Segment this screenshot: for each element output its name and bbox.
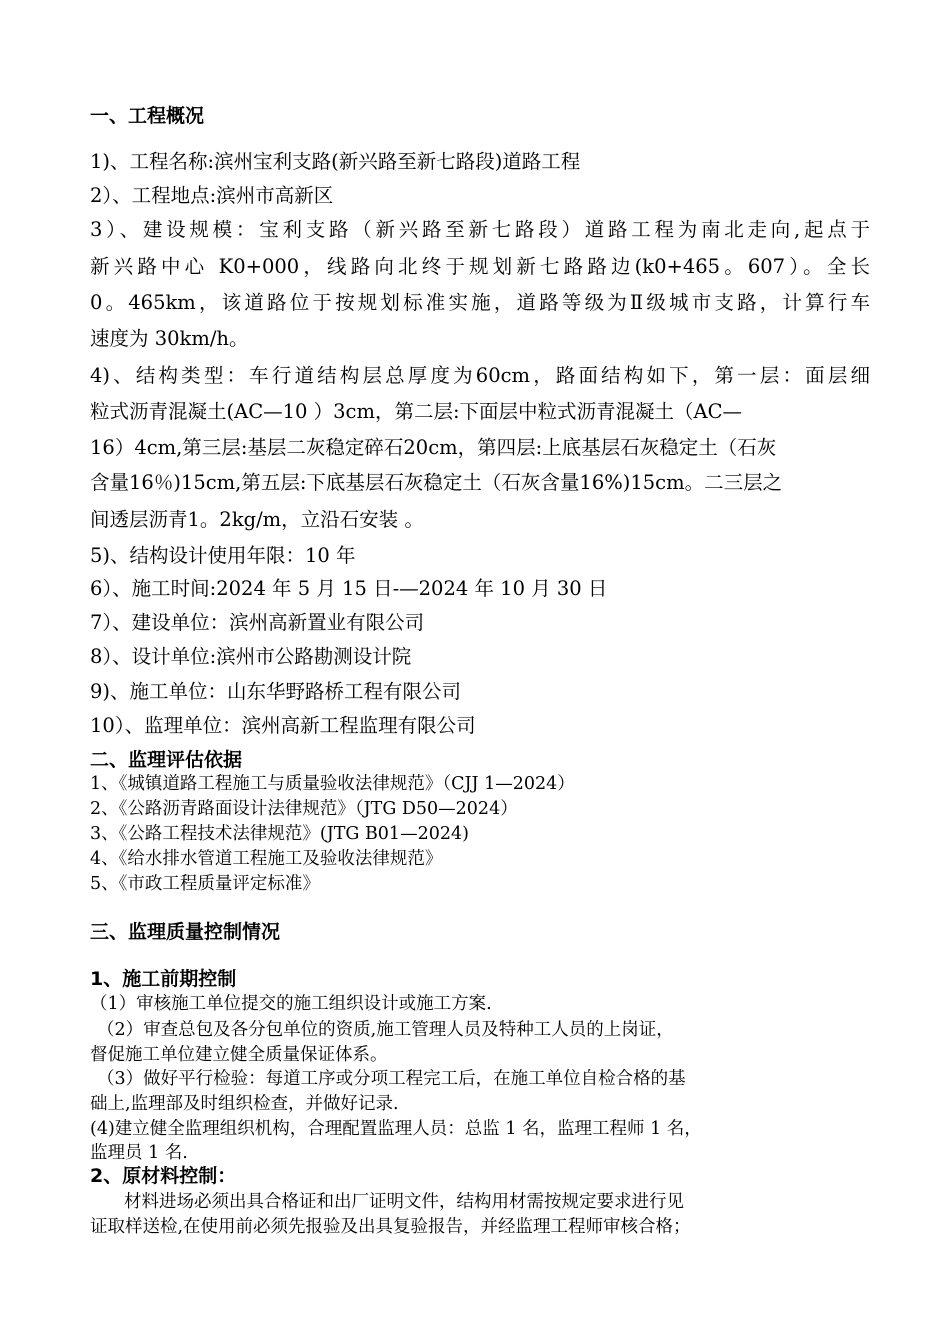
preconstruction-line-4: （3）做好平行检验：每道工序或分项工程完工后，在施工单位自检合格的基 bbox=[97, 1069, 686, 1089]
preconstruction-line-6: (4)建立健全监理组织机构，合理配置监理人员：总监 1 名，监理工程师 1 名， bbox=[90, 1119, 702, 1139]
basis-item-3: 3、《公路工程技术法律规范》(JTG B01—2024) bbox=[90, 824, 469, 844]
overview-line-7: 4)、结构类型：车行道结构层总厚度为60cm，路面结构如下，第一层：面层细 bbox=[90, 364, 870, 387]
preconstruction-line-2: （2）审查总包及各分包单位的资质,施工管理人员及特种工人员的上岗证， bbox=[97, 1020, 674, 1040]
overview-line-16: 9)、施工单位：山东华野路桥工程有限公司 bbox=[90, 680, 462, 703]
overview-line-2: 2）、工程地点:滨州市高新区 bbox=[90, 184, 334, 207]
overview-line-17: 10）、监理单位：滨州高新工程监理有限公司 bbox=[90, 714, 476, 737]
basis-item-5: 5、《市政工程质量评定标准》 bbox=[90, 874, 320, 894]
section-heading-basis: 二、监理评估依据 bbox=[90, 749, 243, 771]
subsection-heading-materials: 2、原材料控制： bbox=[90, 1165, 237, 1187]
overview-line-15: 8）、设计单位:滨州市公路勘测设计院 bbox=[90, 645, 412, 668]
preconstruction-line-3: 督促施工单位建立健全质量保证体系。 bbox=[90, 1045, 388, 1065]
overview-line-6: 速度为 30km/h。 bbox=[90, 327, 249, 350]
basis-item-2: 2、《公路沥青路面设计法律规范》（JTG D50—2024） bbox=[90, 799, 518, 819]
materials-line-2: 证取样送检,在使用前必须先报验及出具复验报告，并经监理工程师审核合格； bbox=[90, 1217, 691, 1237]
preconstruction-line-7: 监理员 1 名. bbox=[90, 1143, 188, 1163]
basis-item-1: 1、《城镇道路工程施工与质量验收法律规范》（CJJ 1—2024） bbox=[90, 774, 575, 794]
overview-line-3: 3）、建设规模：宝利支路（新兴路至新七路段）道路工程为南北走向,起点于 bbox=[90, 218, 870, 241]
section-heading-quality-control: 三、监理质量控制情况 bbox=[90, 921, 281, 943]
overview-line-13: 6）、施工时间:2024 年 5 月 15 日-—2024 年 10 月 30 日 bbox=[90, 577, 608, 600]
overview-line-11: 间透层沥青1。2kg/m，立沿石安装 。 bbox=[90, 508, 424, 531]
overview-line-9: 16）4cm,第三层:基层二灰稳定碎石20cm，第四层:上底基层石灰稳定土（石灰 bbox=[90, 436, 777, 459]
preconstruction-line-1: （1）审核施工单位提交的施工组织设计或施工方案. bbox=[90, 994, 492, 1014]
overview-line-5: 0。465km，该道路位于按规划标准实施，道路等级为Ⅱ级城市支路，计算行车 bbox=[90, 291, 870, 314]
section-heading-overview: 一、工程概况 bbox=[90, 105, 205, 127]
overview-line-10: 含量16％)15cm,第五层:下底基层石灰稳定土（石灰含量16%)15cm。二三层之 bbox=[90, 471, 783, 494]
overview-line-1: 1)、工程名称:滨州宝利支路(新兴路至新七路段)道路工程 bbox=[90, 150, 581, 173]
materials-line-1: 材料进场必须出具合格证和出厂证明文件，结构用材需按规定要求进行见 bbox=[124, 1192, 684, 1212]
subsection-heading-preconstruction: 1、施工前期控制 bbox=[90, 968, 237, 990]
preconstruction-line-5: 础上,监理部及时组织检查，并做好记录. bbox=[90, 1094, 399, 1114]
basis-item-4: 4、《给水排水管道工程施工及验收法律规范》 bbox=[90, 849, 443, 869]
overview-line-14: 7）、建设单位：滨州高新置业有限公司 bbox=[90, 611, 425, 634]
overview-line-8: 粒式沥青混凝土(AC—10 ）3cm，第二层:下面层中粒式沥青混凝土（AC— bbox=[90, 400, 743, 423]
overview-line-4: 新兴路中心 K0+000，线路向北终于规划新七路路边(k0+465。607）。全长 bbox=[90, 255, 870, 278]
overview-line-12: 5)、结构设计使用年限：10 年 bbox=[90, 544, 356, 567]
